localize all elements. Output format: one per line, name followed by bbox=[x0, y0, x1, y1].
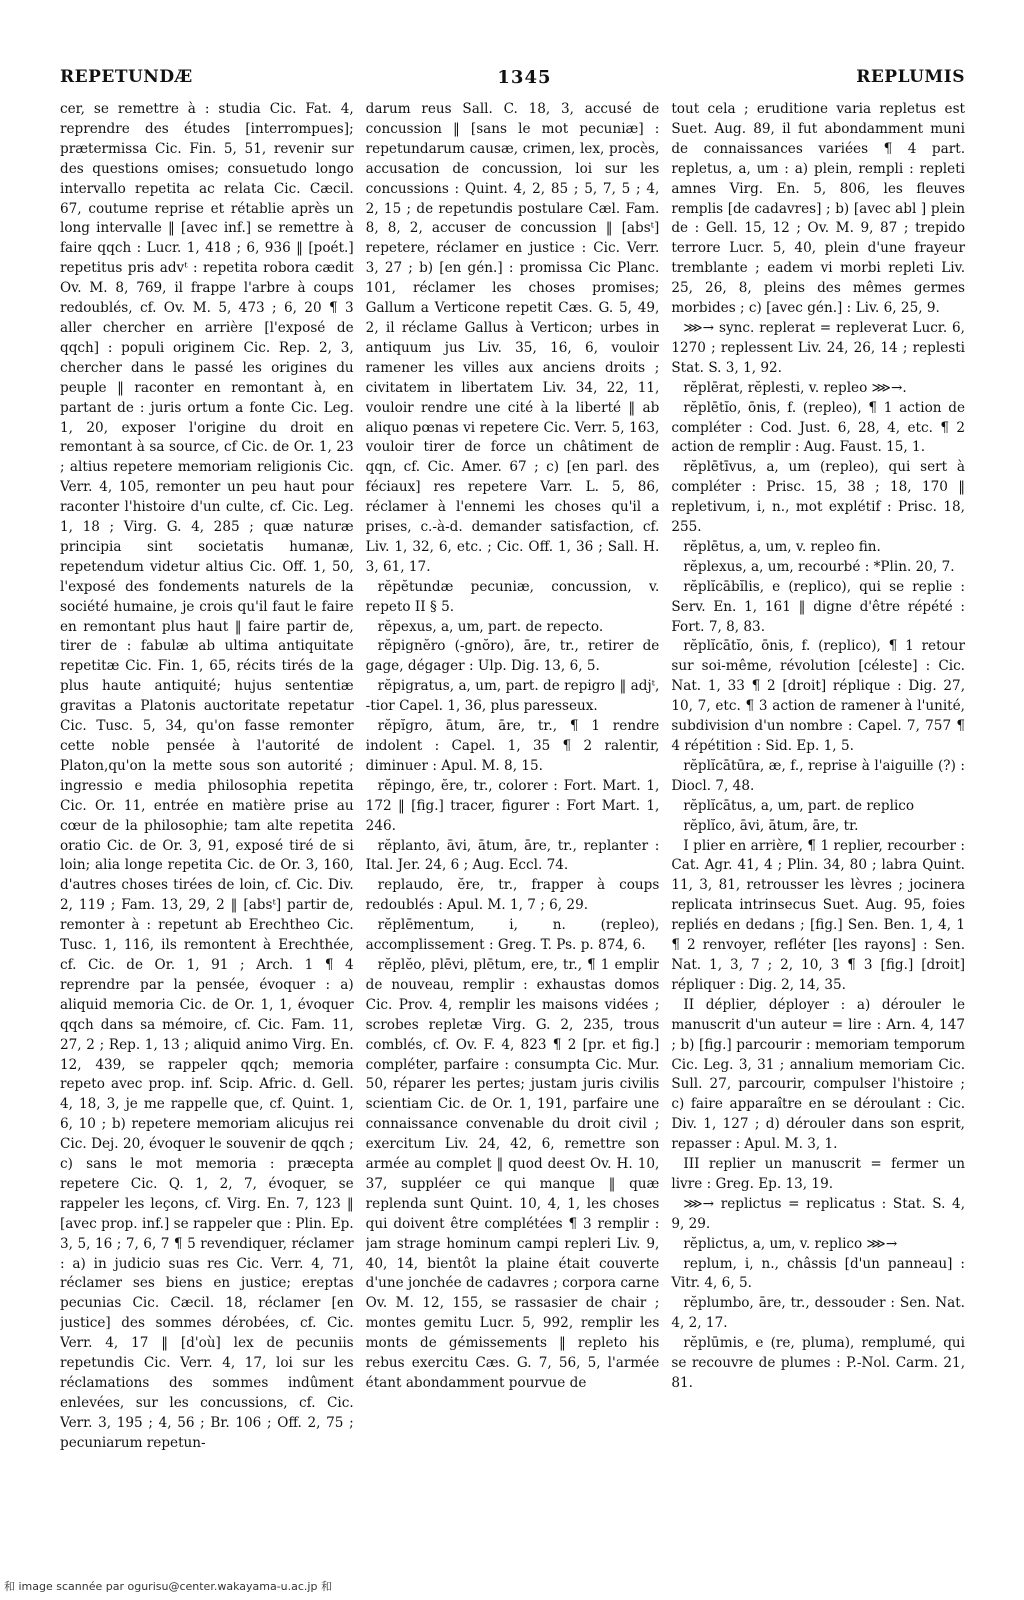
page-number: 1345 bbox=[497, 66, 552, 88]
entry-text: tout cela ; eruditione varia repletus est Suet. Aug. 89, il fut abondamment muni de connaissances variées ¶ 4 part. repletus, a, um : a) plein, rempli : repleti amnes Virg. En. 5, 806, les fleuves remplis [de cadavres] ; b) [avec abl ] plein de : Gell. 15, 12 ; Ov. M. 9, 87 ; trepido terrore Lucr. 5, 40, plein d'une frayeur tremblante ; eadem vi morbi repleti Liv. 25, 26, 8, pleins des mêmes germes morbides ; c) [avec gén.] : Liv. 6, 25, 9. bbox=[671, 101, 966, 317]
dictionary-entry: rĕplexus, a, um, recourbé : *Plin. 20, 7. bbox=[683, 558, 955, 575]
dictionary-entry: rĕplĭcātūra, æ, f., reprise à l'aiguille (?) : Diocl. 7, 48. bbox=[671, 757, 966, 794]
text-columns bbox=[60, 100, 965, 1560]
scan-credit: 和 image scannée par ogurisu@center.wakayama-u.ac.jp 和 bbox=[4, 1580, 332, 1593]
dictionary-entry: rĕpĭgro, ātum, āre, tr., ¶ 1 rendre indolent : Capel. 1, 35 ¶ 2 ralentir, diminuer : Apul. M. 8, 15. bbox=[365, 718, 660, 774]
dictionary-entry: rĕplictus, a, um, v. replico ⋙→ bbox=[683, 1235, 898, 1252]
dictionary-entry: rĕplērat, rĕplesti, v. repleo ⋙→. bbox=[683, 379, 907, 396]
dictionary-entry: rĕplĭco, āvi, ātum, āre, tr. bbox=[683, 817, 859, 834]
column-middle bbox=[366, 100, 660, 1560]
entry-text: darum reus Sall. C. 18, 3, accusé de concussion ‖ [sans le mot pecuniæ] : repetundarum causæ, crimen, lex, procès, accusation de concussion, loi sur les concussions : Quint. 4, 2, 85 ; 5, 7, 5 ; 4, 2, 15 ; de repetundis postulare Cæl. Fam. 8, 8, 2, accuser de concussion ‖ [absᵗ] repetere, réclamer en justice : Cic. Verr. 3, 27 ; b) [en gén.] : promissa Cic Planc. 101, réclamer les choses promises; Gallum a Verticone repetit Cæs. G. 5, 49, 2, il réclame Gallus à Verticon; urbes in antiquum jus Liv. 35, 16, 6, vouloir ramener les villes aux anciens droits ; civitatem in libertatem Liv. 34, 22, 11, vouloir rendre une cité à la liberté ‖ ab aliquo pœnas vi repetere Cic. Verr. 5, 163, vouloir tirer de force un châtiment de qqn, cf. Cic. Amer. 67 ; c) [en parl. des féciaux] res repetere Varr. L. 5, 86, réclamer à l'ennemi les choses qu'il a prises, c.-à-d. demander satisfaction, cf. Liv. 1, 32, 6, etc. ; Cic. Off. 1, 36 ; Sall. H. 3, 61, 17. bbox=[365, 101, 660, 575]
left-running-headword: REPETUNDÆ bbox=[60, 67, 193, 87]
dictionary-entry: rĕplētĭo, ōnis, f. (repleo), ¶ 1 action de compléter : Cod. Just. 6, 28, 4, etc. ¶ 2 action de remplir : Aug. Faust. 15, 1. bbox=[671, 399, 966, 456]
dictionary-entry: rĕplĭcābĭlis, e (replico), qui se replie : Serv. En. 1, 161 ‖ digne d'être répété : Fort. 7, 8, 83. bbox=[671, 578, 966, 635]
column-left bbox=[60, 100, 354, 1560]
dictionary-entry: rĕplumbo, āre, tr., dessouder : Sen. Nat. 4, 2, 17. bbox=[671, 1295, 966, 1332]
entry-text: III replier un manuscrit = fermer un livre : Greg. Ep. 13, 19. bbox=[671, 1156, 966, 1192]
dictionary-entry: rĕpigratus, a, um, part. de repigro ‖ adjᵗ, -tior Capel. 1, 36, plus paresseux. bbox=[365, 678, 660, 715]
dictionary-entry: replaudo, ĕre, tr., frapper à coups redoublés : Apul. M. 1, 7 ; 6, 29. bbox=[365, 877, 660, 914]
dictionary-entry: rĕplūmis, e (re, pluma), remplumé, qui se recouvre de plumes : P.-Nol. Carm. 21, 81. bbox=[671, 1335, 966, 1391]
dictionary-entry: rĕplĕo, plēvi, plētum, ere, tr., ¶ 1 emplir de nouveau, remplir : exhaustas domos Cic. Prov. 4, remplir les maisons vidées ; scrobes repletæ Virg. G. 2, 235, trous comblés, cf. Ov. F. 4, 823 ¶ 2 [pr. et fig.] compléter, parfaire : consumpta Cic. Mur. 50, réparer les pertes; justam juris civilis scientiam Cic. de Or. 1, 191, parfaire une connaissance convenable du droit civil ; exercitum Liv. 24, 42, 6, remettre son armée au complet ‖ quod deest Ov. H. 10, 37, suppléer ce qui manque ‖ quæ replenda sunt Quint. 10, 4, 1, les choses qui doivent être complétées ¶ 3 remplir : jam strage hominum campi repleri Liv. 9, 40, 14, bientôt la plaine était couverte d'une jonchée de cadavres ; corpora carne Ov. M. 12, 155, se rassasier de chair ; montes gemitu Lucr. 5, 992, remplir les monts de gémissements ‖ repleto his rebus exercitu Cæs. G. 7, 56, 5, l'armée étant abondamment pourvue de bbox=[365, 956, 660, 1391]
entry-text: cer, se remettre à : studia Cic. Fat. 4, reprendre des études [interrompues]; prætermissa Cic. Fin. 5, 51, revenir sur des questions omises; consuetudo longo intervallo repetita ac relata Cic. Cæcil. 67, coutume reprise et rétablie après un long intervalle ‖ [avec inf.] se remettre à faire qqch : Lucr. 1, 418 ; 6, 936 ‖ [poét.] repetitus pris advᵗ : repetita robora cædit Ov. M. 8, 769, il frappe l'arbre à coups redoublés, cf. Ov. M. 5, 473 ; 6, 20 ¶ 3 aller chercher en arrière [l'exposé de qqch] : populi originem Cic. Rep. 2, 3, chercher dans le passé les origines du peuple ‖ raconter en remontant à, en partant de : juris ortum a fonte Cic. Leg. 1, 20, exposer l'origine du droit en remontant à sa source, cf Cic. de Or. 1, 23 ; altius repetere memoriam religionis Cic. Verr. 4, 105, remonter un peu haut pour raconter l'histoire d'un culte, cf. Cic. Leg. 1, 18 ; Virg. G. 4, 285 ; quæ naturæ principia sint societatis humanæ, repetendum videtur altius Cic. Off. 1, 50, l'exposé des fondements naturels de la société humaine, je crois qu'il faut le faire en remontant plus haut ‖ faire partir de, tirer de : fabulæ ab ultima antiquitate repetitæ Cic. Fin. 1, 65, récits tirés de la plus haute antiquité; hujus sententiæ gravitas a Platonis auctoritate repetatur Cic. Tusc. 5, 34, qu'on fasse remonter cette noble pensée à l'autorité de Platon,qu'on la mette sous son autorité ; ingressio e media philosophia repetita Cic. Or. 11, entrée en matière prise au cœur de la philosophie; tam alte repetita oratio Cic. de Or. 3, 91, exposé tiré de si loin; alia longe repetita Cic. de Or. 3, 160, d'autres choses tirées de loin, cf. Cic. Div. 2, 119 ; Fam. 13, 29, 2 ‖ [absᵗ] partir de, remonter à : repetunt ab Erechtheo Cic. Tusc. 1, 116, ils remontent à Erechthée, cf. Cic. de Or. 1, 91 ; Arch. 1 ¶ 4 reprendre par la pensée, évoquer : a) aliquid memoria Cic. de Or. 1, 1, évoquer qqch dans sa mémoire, cf. Cic. Fam. 11, 27, 2 ; Rep. 1, 13 ; aliquid animo Virg. En. 12, 439, se rappeler qqch; memoria repeto avec prop. inf. Scip. Afric. d. Gell. 4, 18, 3, je me rappelle que, cf. Quint. 1, 6, 10 ; b) repetere memoriam alicujus rei Cic. Dej. 20, évoquer le souvenir de qqch ; c) sans le mot memoria : præcepta repetere Cic. Q. 1, 2, 7, évoquer, se rappeler les leçons, cf. Virg. En. 7, 123 ‖ [avec prop. inf.] se rappeler que : Plin. Ep. 3, 5, 16 ; 7, 6, 7 ¶ 5 revendiquer, réclamer : a) in judicio suas res Cic. Verr. 4, 71, réclamer ses biens en justice; ereptas pecunias Cic. Cæcil. 18, réclamer [en justice] des sommes dérobées, cf. Cic. Verr. 4, 17 ‖ [d'où] lex de pecuniis repetundis Cic. Verr. 4, 17, loi sur les réclamations des sommes indûment enlevées, sur les concussions, cf. Cic. Verr. 3, 195 ; 4, 56 ; Br. 106 ; Off. 2, 75 ; pecuniarum repetun- bbox=[60, 101, 354, 1451]
dictionary-entry: rĕpignĕro (-gnŏro), āre, tr., retirer de gage, dégager : Ulp. Dig. 13, 6, 5. bbox=[365, 638, 660, 675]
entry-text: II déplier, déployer : a) dérouler le manuscrit d'un auteur = lire : Arn. 4, 147 ; b) [fig.] parcourir : memoriam temporum Cic. Leg. 3, 31 ; annalium memoriam Cic. Sull. 27, parcourir, compulser l'histoire ; c) faire apparaître en se déroulant : Cic. Div. 1, 127 ; d) dérouler dans son esprit, repasser : Apul. M. 3, 1. bbox=[671, 996, 966, 1153]
dictionary-entry: rĕplanto, āvi, ātum, āre, tr., replanter : Ital. Jer. 24, 6 ; Aug. Eccl. 74. bbox=[365, 837, 660, 874]
entry-text: ⋙→ replictus = replicatus : Stat. S. 4, 9, 29. bbox=[671, 1195, 966, 1232]
dictionary-entry: rĕplētīvus, a, um (repleo), qui sert à compléter : Prisc. 15, 38 ; 18, 170 ‖ repletivum, i, n., mot explétif : Prisc. 18, 255. bbox=[671, 459, 966, 536]
dictionary-entry: rĕpingo, ĕre, tr., colorer : Fort. Mart. 1, 172 ‖ [fig.] tracer, figurer : Fort Mart. 1, 246. bbox=[365, 777, 660, 834]
dictionary-entry: rĕpexus, a, um, part. de repecto. bbox=[377, 618, 604, 635]
running-head bbox=[60, 64, 965, 90]
entry-text: ⋙→ sync. replerat = repleverat Lucr. 6, 1270 ; replessent Liv. 24, 26, 14 ; replesti Stat. S. 3, 1, 92. bbox=[671, 319, 966, 376]
dictionary-entry: rĕplēmentum, i, n. (repleo), accomplissement : Greg. T. Ps. p. 874, 6. bbox=[365, 917, 660, 954]
column-right bbox=[671, 100, 965, 1560]
dictionary-entry: rĕplĭcātĭo, ōnis, f. (replico), ¶ 1 retour sur soi-même, révolution [céleste] : Cic. Nat. 1, 33 ¶ 2 [droit] réplique : Dig. 27, 10, 7, etc. ¶ 3 action de ramener à l'unité, subdivision d'un nombre : Capel. 7, 757 ¶ 4 répétition : Sid. Ep. 1, 5. bbox=[671, 638, 966, 754]
dictionary-entry: rĕpĕtundæ pecuniæ, concussion, v. repeto II § 5. bbox=[365, 578, 660, 615]
entry-text: I plier en arrière, ¶ 1 replier, recourber : Cat. Agr. 41, 4 ; Plin. 34, 80 ; labra Quint. 11, 3, 81, retrousser les lèvres ; jocinera replicata intrinsecus Suet. Aug. 95, foies repliés en dedans ; [fig.] Sen. Ben. 1, 4, 1 ¶ 2 renvoyer, refléter [les rayons] : Sen. Nat. 1, 3, 7 ; 2, 10, 3 ¶ 3 [fig.] [droit] répliquer : Dig. 2, 14, 35. bbox=[671, 837, 966, 993]
dictionary-entry: rĕplĭcātus, a, um, part. de replico bbox=[683, 797, 915, 814]
dictionary-entry: replum, i, n., châssis [d'un panneau] : Vitr. 4, 6, 5. bbox=[671, 1255, 966, 1292]
dictionary-entry: rĕplētus, a, um, v. repleo fin. bbox=[683, 538, 881, 555]
right-running-headword: REPLUMIS bbox=[856, 67, 965, 87]
